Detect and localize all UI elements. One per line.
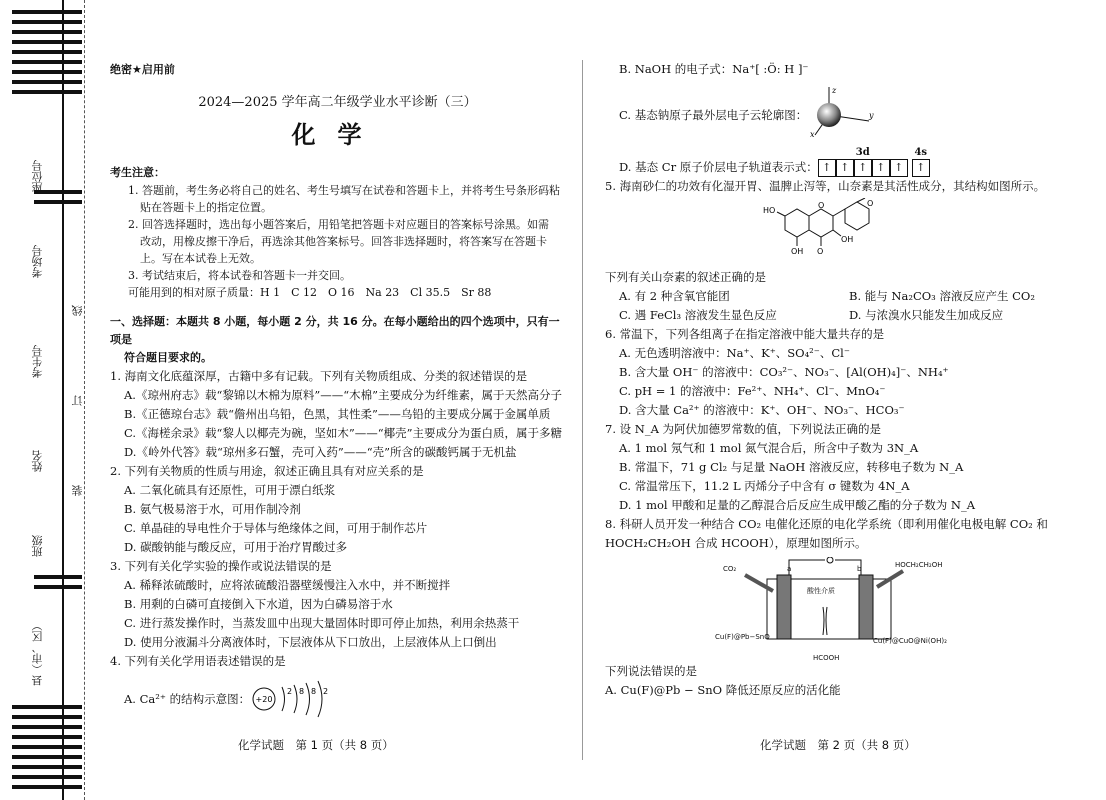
option: C. 进行蒸发操作时，当蒸发皿中出现大量固体时即可停止加热，利用余热蒸干 xyxy=(124,616,520,630)
cell-label: HOCH₂CH₂OH xyxy=(895,561,943,569)
notice-line: 贴在答题卡上的指定位置。 xyxy=(140,201,272,214)
option: C. 常温常压下，11.2 L 丙烯分子中含有 σ 键数为 4N_A xyxy=(619,479,910,493)
option: D. 使用分液漏斗分离液体时，下层液体从下口放出，上层液体从上口倒出 xyxy=(124,635,497,649)
barcode-bar xyxy=(12,70,82,74)
option xyxy=(110,679,565,719)
option xyxy=(605,147,1065,177)
atom-label: O xyxy=(818,201,825,210)
electron-shell xyxy=(306,683,310,715)
barcode-bar xyxy=(12,765,82,769)
option: A. 稀释浓硫酸时，应将浓硫酸沿器壁缓慢注入水中，并不断搅拌 xyxy=(124,578,451,592)
option-text: D. 基态 Cr 原子价层电子轨道表示式： xyxy=(619,160,818,174)
barcode-bar xyxy=(12,60,82,64)
question-3: 3. 下列有关化学实验的操作或说法错误的是 xyxy=(110,559,332,573)
electron-shell xyxy=(282,687,285,711)
orbital-4s-label: 4s xyxy=(914,147,928,158)
page-footer: 化学试题 第 1 页（共 8 页） xyxy=(238,738,394,752)
barcode-bar xyxy=(34,200,82,204)
cell-label: HCOOH xyxy=(813,654,840,662)
question-8: 8. 科研人员开发一种结合 CO₂ 电催化还原的电化学系统（即利用催化电极电解 CO₂ 和 xyxy=(605,517,1048,531)
barcode-bar xyxy=(12,735,82,739)
notice-line: 3. 考试结束后，将本试卷和答题卡一并交回。 xyxy=(128,269,351,282)
ring-c xyxy=(809,209,833,237)
question-5: 5. 海南砂仁的功效有化湿开胃、温脾止泻等，山奈素是其活性成分，其结构如图所示。 xyxy=(605,179,1046,193)
power-source-icon xyxy=(827,557,833,563)
barcode-bar xyxy=(12,755,82,759)
barcode-bar xyxy=(12,90,82,94)
atom-label: O xyxy=(867,199,874,208)
examinee-number-label: 考生号 xyxy=(31,345,44,378)
exam-room-label: 考场号 xyxy=(31,245,44,278)
cell-label: Cu(F)@CuO@Ni(OH)₂ xyxy=(873,637,947,645)
secret-label: 绝密★启用前 xyxy=(110,63,175,76)
nucleus-charge: +20 xyxy=(255,695,273,704)
option: B. 能与 Na₂CO₃ 溶液反应产生 CO₂ xyxy=(849,289,1035,303)
barcode-bar xyxy=(12,10,82,14)
notice-line: 改动，用橡皮擦干净后，再选涂其他答案标号。回答非选择题时，将答案写在答题卡 xyxy=(140,235,547,248)
option: C. 单晶硅的导电性介于导体与绝缘体之间，可用于制作芯片 xyxy=(124,521,428,535)
page-divider xyxy=(582,60,583,760)
section-heading-cont: 符合题目要求的。 xyxy=(124,351,212,364)
option: A. 1 mol 氖气和 1 mol 氮气混合后，所含中子数为 3N_A xyxy=(619,441,919,455)
option: A. Cu(F)@Pb − SnO 降低还原反应的活化能 xyxy=(605,683,841,697)
axis-x-label: x xyxy=(810,130,815,139)
ring-b xyxy=(845,202,869,230)
co2-arrow xyxy=(745,575,773,591)
bind-mark: 装 xyxy=(71,485,84,496)
product-arrow xyxy=(826,607,827,635)
right-page xyxy=(605,60,1065,700)
notice-line: 1. 答题前，考生务必将自己的姓名、考生号填写在试卷和答题卡上，并将考生号条形码粘 xyxy=(128,184,560,197)
question-4: 4. 下列有关化学用语表述错误的是 xyxy=(110,654,286,668)
atomic-mass-line: 可能用到的相对原子质量：H 1 C 12 O 16 Na 23 Cl 35.5 Sr 88 xyxy=(128,286,492,299)
orbital-sphere xyxy=(817,103,841,127)
question-2: 2. 下列有关物质的性质与用途，叙述正确且具有对应关系的是 xyxy=(110,464,424,478)
option: B. NaOH 的电子式：Na⁺[ :Ö: H ]⁻ xyxy=(619,62,809,76)
orbital-box: ↑ xyxy=(854,159,872,177)
question-5-stem: 下列有关山奈素的叙述正确的是 xyxy=(605,270,766,284)
question-6: 6. 常温下，下列各组离子在指定溶液中能大量共存的是 xyxy=(605,327,885,341)
atom-label: OH xyxy=(791,247,804,256)
ca-ion-structure-diagram xyxy=(250,679,360,719)
kaempferol-structure xyxy=(755,198,905,268)
option-row xyxy=(605,306,1065,325)
option: D. 1 mol 甲酸和足量的乙醇混合后反应生成甲酸乙酯的分子数为 N_A xyxy=(619,498,976,512)
wire xyxy=(789,560,825,577)
barcode-bar xyxy=(12,725,82,729)
barcode-bar xyxy=(12,715,82,719)
question-8-cont: HOCH₂CH₂OH 合成 HCOOH），原理如图所示。 xyxy=(605,536,867,550)
notice-heading: 考生注意： xyxy=(110,166,165,179)
bond xyxy=(833,209,845,216)
barcode-bar xyxy=(12,775,82,779)
cell-label: a xyxy=(787,565,792,573)
question-7: 7. 设 N_A 为阿伏加德罗常数的值，下列说法正确的是 xyxy=(605,422,882,436)
anode-b xyxy=(859,575,873,639)
option: C.《海槎余录》载“黎人以椰壳为碗，坚如木”——“椰壳”主要成分为蛋白质，属于多糖 xyxy=(124,426,563,440)
section-heading: 一、选择题：本题共 8 小题，每小题 2 分，共 16 分。在每小题给出的四个选项中，只有一项是 xyxy=(110,315,560,346)
notice-line: 上。写在本试卷上无效。 xyxy=(140,252,261,265)
orbital-box: ↑ xyxy=(818,159,836,177)
bond xyxy=(777,212,785,216)
barcode-bar xyxy=(12,20,82,24)
option: B.《正德琼台志》载“儋州出乌铅，色黑，其性柔”——乌铅的主要成分属于金属单质 xyxy=(124,407,551,421)
barcode-bar xyxy=(12,40,82,44)
atom-label: HO xyxy=(763,206,776,215)
barcode-bar xyxy=(12,80,82,84)
bond xyxy=(833,230,841,236)
cell-label: 酸性介质 xyxy=(807,587,835,595)
orbital-box: ↑ xyxy=(836,159,854,177)
option: C. 遇 FeCl₃ 溶液发生显色反应 xyxy=(619,308,777,322)
axis-z-label: z xyxy=(832,86,837,95)
cell-label: b xyxy=(857,565,862,573)
question-1: 1. 海南文化底蕴深厚，古籍中多有记载。下列有关物质组成、分类的叙述错误的是 xyxy=(110,369,528,383)
orbital-box: ↑ xyxy=(912,159,930,177)
seat-label: 座位号 xyxy=(31,160,44,193)
electrolysis-cell-diagram xyxy=(715,557,975,662)
option: B. 常温下，71 g Cl₂ 与足量 NaOH 溶液反应，转移电子数为 N_A xyxy=(619,460,964,474)
orbital-box: ↑ xyxy=(890,159,908,177)
barcode-bar xyxy=(12,745,82,749)
barcode-bar xyxy=(12,785,82,789)
barcode-bar xyxy=(12,30,82,34)
s-orbital-diagram xyxy=(807,85,887,145)
atom-label: OH xyxy=(841,235,854,244)
line-mark: 线 xyxy=(71,305,84,316)
ring-a xyxy=(785,209,809,237)
barcode-bar xyxy=(12,50,82,54)
left-page xyxy=(110,60,565,719)
electron-shell xyxy=(318,681,322,717)
option: B. 氨气极易溶于水，可用作制冷剂 xyxy=(124,502,301,516)
barcode-bar xyxy=(34,585,82,589)
question-8-stem: 下列说法错误的是 xyxy=(605,664,697,678)
option: B. 用剩的白磷可直接倒入下水道，因为白磷易溶于水 xyxy=(124,597,393,611)
orbital-3d xyxy=(818,147,908,177)
notice-line: 2. 回答选择题时，选出每小题答案后，用铅笔把答题卡对应题目的答案标号涂黑。如需 xyxy=(128,218,549,231)
cathode-a xyxy=(777,575,791,639)
subject-title: 化学 xyxy=(291,121,384,149)
page-footer: 化学试题 第 2 页（共 8 页） xyxy=(760,738,916,752)
option: A. 无色透明溶液中：Na⁺、K⁺、SO₄²⁻、Cl⁻ xyxy=(619,346,850,360)
orbital-4s xyxy=(912,147,930,177)
bond xyxy=(857,198,865,202)
shell-count: 8 xyxy=(299,687,305,696)
shell-count: 2 xyxy=(287,687,293,696)
option: A. 有 2 种含氧官能团 xyxy=(619,289,730,303)
option: D. 碳酸钠能与酸反应，可用于治疗胃酸过多 xyxy=(124,540,348,554)
option xyxy=(605,85,1065,145)
barcode-bar xyxy=(12,705,82,709)
option-text: A. Ca²⁺ 的结构示意图： xyxy=(124,691,251,706)
option: A. 二氧化硫具有还原性，可用于漂白纸浆 xyxy=(124,483,336,497)
atom-label: O xyxy=(817,247,824,256)
county-label: 县（市、区） xyxy=(31,620,44,686)
axis-y-label: y xyxy=(869,111,874,120)
option: D. 与浓溴水只能发生加成反应 xyxy=(849,308,1004,322)
option: B. 含大量 OH⁻ 的溶液中：CO₃²⁻、NO₃⁻、[Al(OH)₄]⁻、NH₄⁺ xyxy=(619,365,949,379)
orbital-box: ↑ xyxy=(872,159,890,177)
orbital-3d-label: 3d xyxy=(855,147,870,158)
electron-shell xyxy=(294,685,297,713)
option: D. 含大量 Ca²⁺ 的溶液中：K⁺、OH⁻、NO₃⁻、HCO₃⁻ xyxy=(619,403,905,417)
option: C. pH = 1 的溶液中：Fe²⁺、NH₄⁺、Cl⁻、MnO₄⁻ xyxy=(619,384,886,398)
name-label: 姓名 xyxy=(31,450,44,472)
binding-dash-line xyxy=(84,0,85,800)
option-text: C. 基态钠原子最外层电子云轮廓图： xyxy=(619,107,808,122)
order-mark: 订 xyxy=(71,395,84,406)
cell-label: CO₂ xyxy=(723,565,737,573)
option: A.《琼州府志》载“黎锦以木棉为原料”——“木棉”主要成分为纤维素，属于天然高分子 xyxy=(124,388,562,402)
option: D.《岭外代答》载“琼州多石蟹，壳可入药”——“壳”所含的碳酸钙属于无机盐 xyxy=(124,445,517,459)
cell-label: Cu(F)@Pb−SnO xyxy=(715,633,770,641)
option-row xyxy=(605,287,1065,306)
class-label: 班级 xyxy=(31,535,44,557)
shell-count: 8 xyxy=(311,687,317,696)
strip-line xyxy=(62,0,64,800)
barcode-bar xyxy=(34,575,82,579)
product-arrow xyxy=(823,607,824,635)
exam-title: 2024—2025 学年高二年级学业水平诊断（三） xyxy=(198,95,477,110)
binding-strip xyxy=(0,0,88,800)
shell-count: 2 xyxy=(323,687,329,696)
